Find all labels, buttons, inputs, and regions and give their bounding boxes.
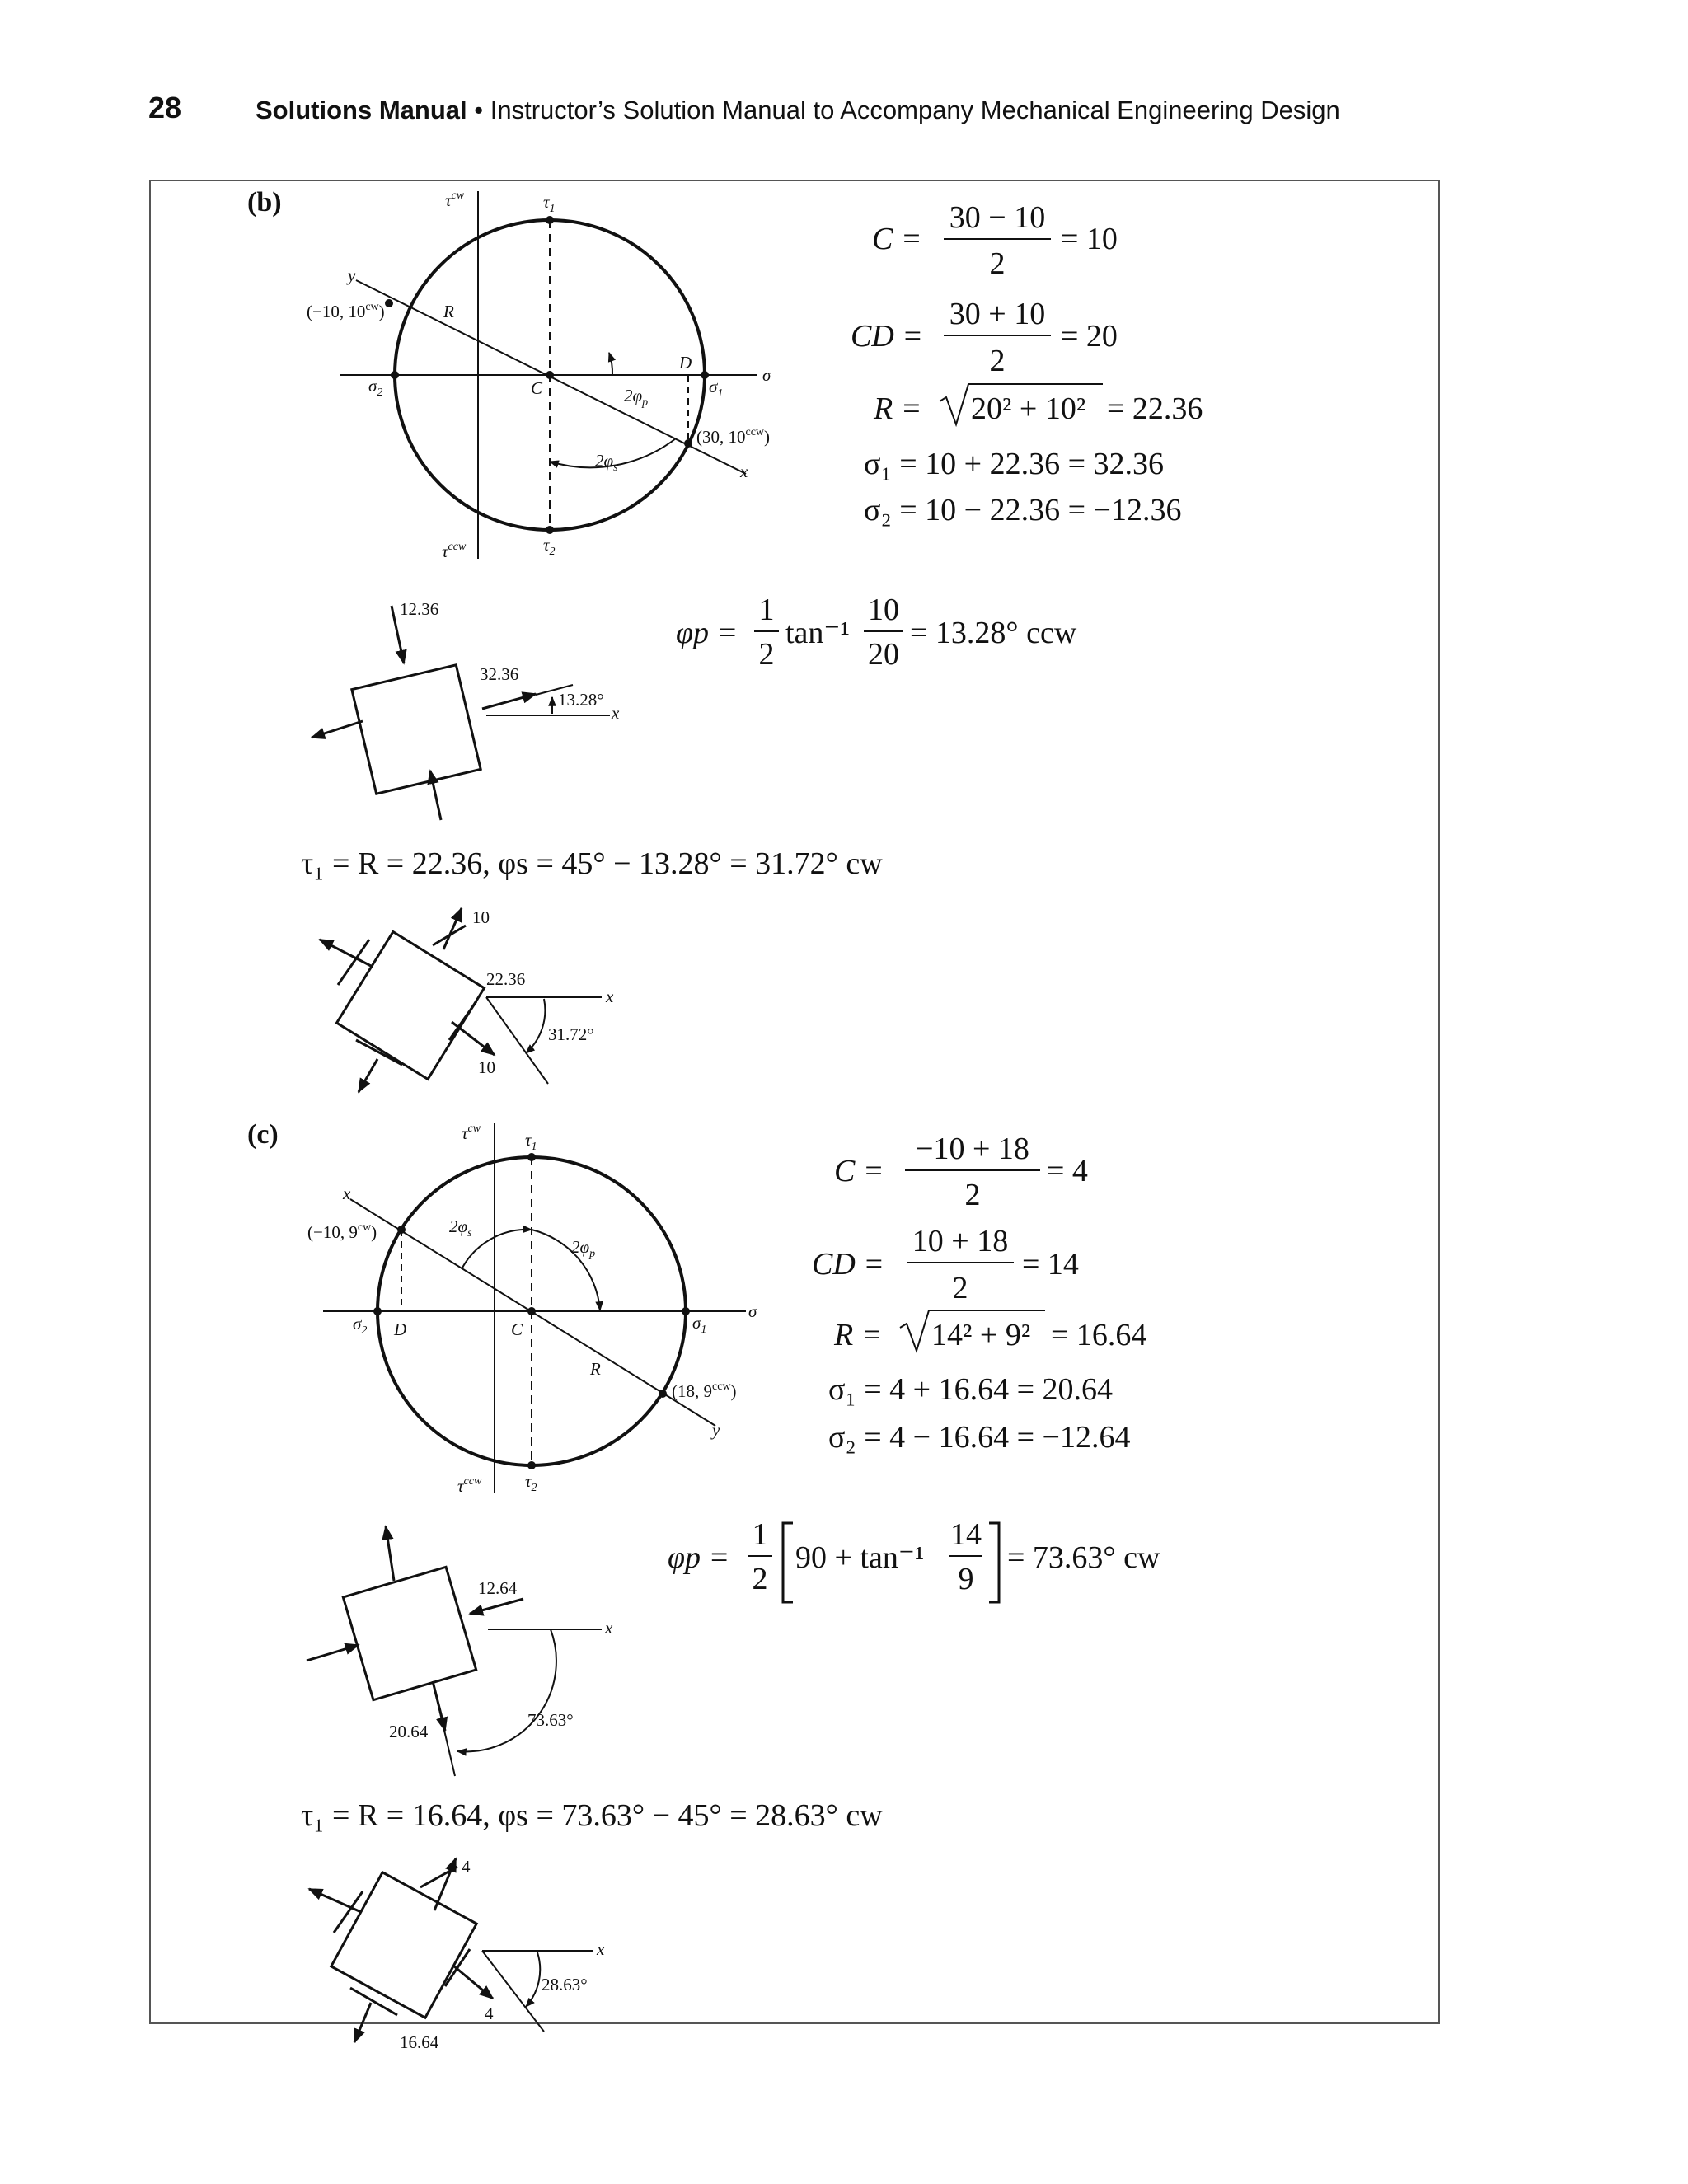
element-square <box>343 1567 476 1699</box>
eq-CD-num: 10 + 18 <box>912 1224 1009 1258</box>
arrow-top <box>386 1526 394 1581</box>
label-x: x <box>606 987 614 1006</box>
label-2phi-s: $2\varphi_s$ <box>595 451 618 474</box>
eq-R-lhs: R = <box>834 1318 883 1352</box>
arrow-bottom-right <box>453 1966 493 1999</box>
eq-phi-num: 10 <box>868 593 899 627</box>
stress-element-c1 <box>307 1526 602 1776</box>
eq-R-rhs: = 22.36 <box>1107 391 1203 426</box>
label-4-top: 4 <box>462 1857 471 1877</box>
label-20-64: 20.64 <box>389 1722 429 1741</box>
point-right <box>659 1390 667 1398</box>
label-tau2: $\tau_2$ <box>543 535 556 558</box>
page-number: 28 <box>148 91 182 124</box>
label-31-72: 31.72° <box>548 1024 594 1044</box>
eq-phi-rhs: = 73.63° cw <box>1007 1540 1160 1575</box>
label-x: x <box>605 1618 613 1638</box>
label-2phi-p: $2\varphi_p$ <box>571 1237 596 1260</box>
eq-phi-lhs: φp = <box>668 1540 730 1575</box>
label-22-36: 22.36 <box>486 969 526 989</box>
label-32-36: 32.36 <box>480 664 519 684</box>
arrow-left <box>312 721 363 738</box>
eq-CD-lhs: CD = <box>851 319 923 354</box>
arrow-left <box>307 1645 359 1661</box>
label-28-63: 28.63° <box>542 1975 588 1994</box>
label-tau1: $\tau_1$ <box>543 192 556 215</box>
element-square <box>331 1872 476 2018</box>
label-2phi-s: $2\varphi_s$ <box>449 1216 472 1240</box>
eq-phi-num: 14 <box>950 1517 982 1552</box>
eq-sigma2: σ₂ = 10 − 22.36 = −12.36 <box>864 493 1182 527</box>
eq-phi-tan: tan⁻¹ <box>785 616 850 650</box>
arrow-top-left <box>320 940 371 966</box>
arrow-top-right <box>434 1858 456 1910</box>
point-left <box>385 299 393 307</box>
label-point-right: (18, $9^{ccw}$) <box>672 1380 737 1401</box>
arrow-right <box>482 694 536 709</box>
arc-2phi-p <box>532 1230 600 1310</box>
eq-CD-num: 30 + 10 <box>949 297 1046 331</box>
eq-phi-half-num: 1 <box>758 593 775 627</box>
point-left <box>397 1226 406 1234</box>
eq-sigma2: σ₂ = 4 − 16.64 = −12.64 <box>828 1420 1131 1455</box>
eq-phi-half-den: 2 <box>752 1562 768 1596</box>
shear-bar-top <box>420 1867 457 1887</box>
label-point-right: (30, $10^{ccw}$) <box>696 426 771 447</box>
eq-sigma1: σ₁ = 10 + 22.36 = 32.36 <box>864 447 1165 481</box>
eq-tau-line-c: τ₁ = R = 16.64, φs = 73.63° − 45° = 28.63° cw <box>301 1798 883 1833</box>
label-y: y <box>712 1420 720 1440</box>
eq-CD-den: 2 <box>952 1271 968 1305</box>
label-tau-ccw: $\tau^{ccw}$ <box>442 541 467 561</box>
label-sigma: σ <box>748 1301 757 1321</box>
label-12-36: 12.36 <box>400 599 439 619</box>
element-square <box>352 665 481 794</box>
rotated-reference-line <box>433 1681 455 1776</box>
stress-element-b1 <box>312 606 610 820</box>
point-sigma1 <box>701 371 709 379</box>
book-subtitle: Instructor’s Solution Manual to Accompany Mechanical Engineering Design <box>490 96 1340 124</box>
eq-R-rhs: = 16.64 <box>1051 1318 1147 1352</box>
point-right <box>684 439 692 448</box>
label-2phi-p: $2\varphi_p$ <box>624 386 649 409</box>
eq-C-rhs: = 10 <box>1061 222 1118 256</box>
point-tau2 <box>546 526 554 534</box>
stress-element-b2 <box>320 908 602 1092</box>
label-tau1: $\tau_1$ <box>525 1130 537 1153</box>
point-sigma1 <box>682 1307 690 1315</box>
point-sigma2 <box>373 1307 382 1315</box>
eq-R-rad: 14² + 9² <box>931 1318 1031 1352</box>
eq-CD-rhs: = 14 <box>1022 1247 1079 1282</box>
label-sigma1: $\sigma_1$ <box>709 377 724 400</box>
eq-phi-rhs: = 13.28° ccw <box>910 616 1077 650</box>
stress-element-c2 <box>309 1858 593 2042</box>
label-sigma2: $\sigma_2$ <box>368 376 383 399</box>
label-point-left: (−10, $10^{cw}$) <box>307 301 385 321</box>
label-10-top: 10 <box>472 907 490 927</box>
eq-CD-rhs: = 20 <box>1061 319 1118 354</box>
label-x: x <box>612 703 620 723</box>
eq-phi-den: 9 <box>958 1562 974 1596</box>
eq-C-lhs: C = <box>872 222 922 256</box>
point-tau1 <box>546 216 554 224</box>
book-name: Solutions Manual <box>256 96 467 124</box>
point-center <box>528 1307 536 1315</box>
label-tau-cw: $\tau^{cw}$ <box>445 190 465 210</box>
angle-arc <box>526 1952 540 2007</box>
eq-phi-den: 20 <box>868 637 899 672</box>
eq-R-rad: 20² + 10² <box>971 391 1086 426</box>
angle-arc <box>457 1629 556 1751</box>
label-y: y <box>348 265 356 285</box>
stress-element-b2-labels <box>472 907 614 1077</box>
point-center <box>546 371 554 379</box>
label-x: x <box>597 1939 605 1959</box>
angle-arc <box>526 999 545 1053</box>
arrow-bottom-left <box>354 2003 371 2042</box>
eq-C-lhs: C = <box>834 1154 884 1188</box>
label-4-bottom: 4 <box>485 2004 494 2023</box>
arc-2phi-s <box>462 1230 532 1269</box>
label-10-bottom: 10 <box>478 1057 495 1077</box>
label-73-63: 73.63° <box>528 1710 574 1730</box>
eq-phi-half-num: 1 <box>752 1517 768 1552</box>
rotated-reference-line <box>486 997 548 1084</box>
part-b-label: (b) <box>247 187 282 218</box>
label-point-left: (−10, $9^{cw}$) <box>307 1221 377 1242</box>
eq-CD-den: 2 <box>989 344 1006 378</box>
eq-CD-lhs: CD = <box>812 1247 884 1282</box>
arrow-top-left <box>309 1889 361 1912</box>
label-C: C <box>511 1319 523 1339</box>
eq-R-lhs: R = <box>874 391 922 426</box>
label-D: D <box>679 353 692 373</box>
label-12-64: 12.64 <box>478 1578 518 1598</box>
eq-phi-inner: 90 + tan⁻¹ <box>795 1540 925 1575</box>
label-x: x <box>343 1183 351 1203</box>
title-bullet: • <box>474 96 484 124</box>
eq-C-num: 30 − 10 <box>949 200 1046 235</box>
label-sigma1: $\sigma_1$ <box>692 1313 707 1336</box>
eq-tau-line-b: τ₁ = R = 22.36, φs = 45° − 13.28° = 31.72° cw <box>301 846 883 881</box>
part-c-label: (c) <box>247 1119 279 1150</box>
point-sigma2 <box>391 371 399 379</box>
label-D: D <box>394 1319 407 1339</box>
eq-phi-lhs: φp = <box>676 616 738 650</box>
eq-C-num: −10 + 18 <box>916 1132 1029 1166</box>
label-x: x <box>740 462 748 481</box>
label-R: R <box>443 302 454 321</box>
arrow-bottom-left <box>359 1059 377 1092</box>
label-tau-ccw: $\tau^{ccw}$ <box>457 1475 482 1496</box>
eq-C-den: 2 <box>989 246 1006 281</box>
label-sigma: σ <box>762 365 771 385</box>
label-C: C <box>531 378 543 398</box>
label-sigma2: $\sigma_2$ <box>353 1314 368 1337</box>
eq-C-rhs: = 4 <box>1047 1154 1088 1188</box>
arc-2phi-p <box>609 353 612 375</box>
arrow-right <box>470 1599 523 1614</box>
eq-phi-half-den: 2 <box>758 637 775 672</box>
point-tau1 <box>528 1153 536 1161</box>
label-tau-cw: $\tau^{cw}$ <box>462 1122 481 1143</box>
eq-C-den: 2 <box>964 1178 981 1212</box>
point-tau2 <box>528 1461 536 1469</box>
eq-sigma1: σ₁ = 4 + 16.64 = 20.64 <box>828 1372 1114 1407</box>
shear-bar-top <box>433 926 466 945</box>
label-13-28: 13.28° <box>558 690 604 710</box>
label-16-64: 16.64 <box>400 2032 439 2052</box>
label-R: R <box>590 1359 601 1379</box>
equations-c <box>301 1132 1160 1833</box>
label-tau2: $\tau_2$ <box>525 1471 537 1494</box>
